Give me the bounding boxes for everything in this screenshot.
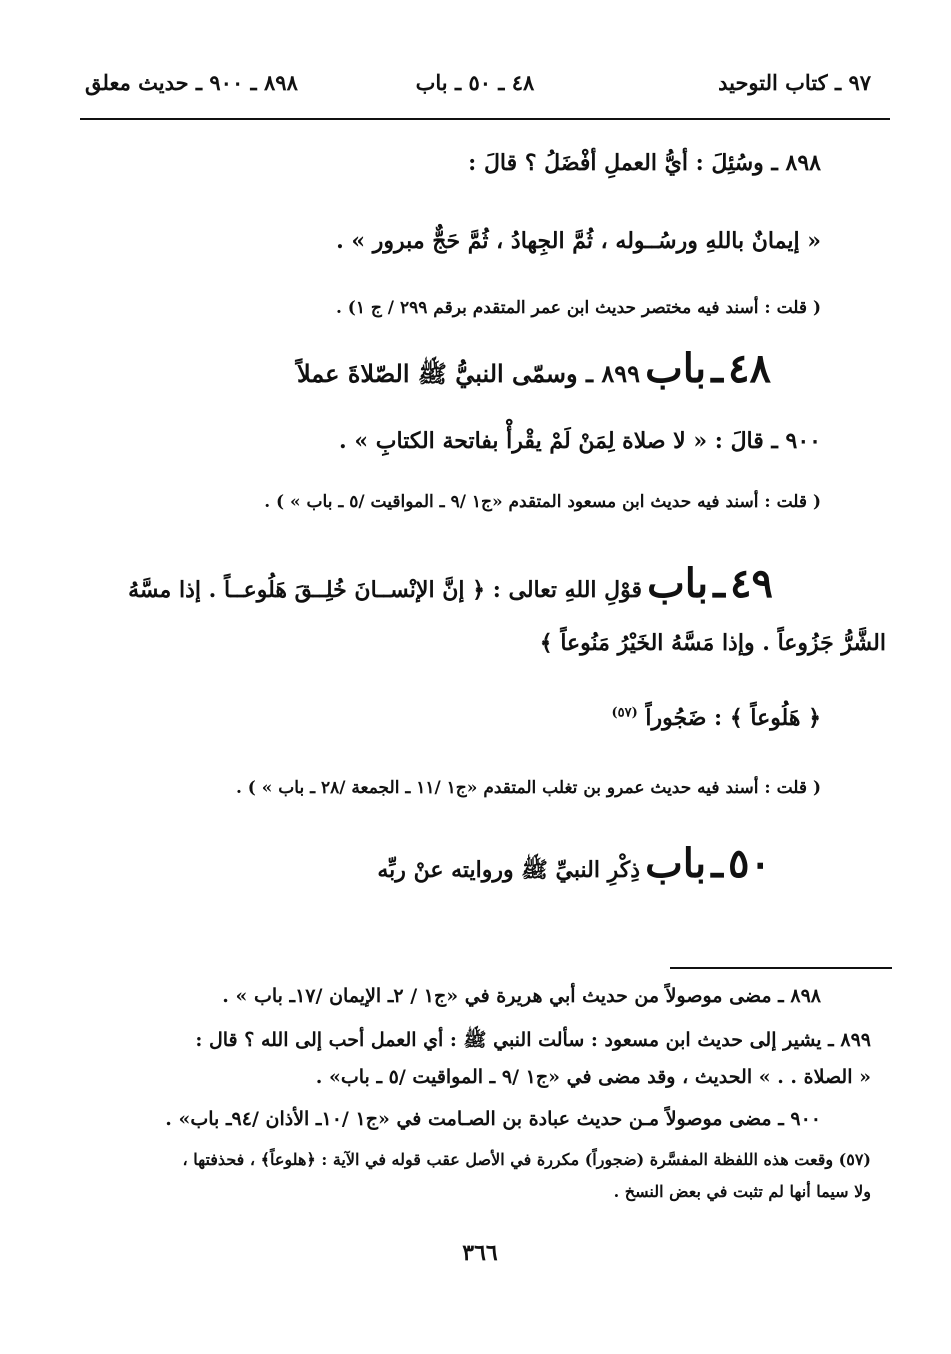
halua-footnote-ref: (٥٧) bbox=[611, 705, 638, 721]
footnote-898: ٨٩٨ ـ مضى موصولاً من حديث أبي هريرة في «ج١ / ٢ـ الإيمان /١٧ـ باب » . bbox=[222, 985, 821, 1007]
footnote-899-line2: « الصلاة . . » الحديث ، وقد مضى في «ج١ /٩ ـ المواقيت /٥ ـ باب» . bbox=[315, 1066, 871, 1088]
bab-49-dash: ـ bbox=[713, 560, 725, 607]
bab-48-title: ٨٩٩ ـ وسمّى النبيُّ ﷺ الصّلاةَ عملاً bbox=[296, 359, 641, 388]
bab-48-word: باب bbox=[645, 345, 707, 392]
header-divider bbox=[80, 118, 890, 120]
page-number: ٣٦٦ bbox=[462, 1240, 498, 1266]
halua-gloss bbox=[611, 705, 821, 731]
hadith-898-question: ٨٩٨ ـ وسُئِلَ : أيُّ العملِ أفْضَلُ ؟ قالَ : bbox=[468, 150, 821, 176]
header-chapter-range: ٤٨ ـ ٥٠ ـ باب bbox=[415, 70, 535, 95]
hadith-898-answer: « إيمانٌ باللهِ ورسُــوله ، ثُمَّ الجِهادُ ، ثُمَّ حَجٌّ مبرور » . bbox=[336, 228, 821, 254]
bab-49-number: ٤٩ bbox=[730, 560, 773, 607]
bab-50-dash: ـ bbox=[711, 840, 723, 887]
bab-48-dash: ـ bbox=[711, 345, 723, 392]
footnote-899-line1: ٨٩٩ ـ يشير إلى حديث ابن مسعود : سألت النبي ﷺ : أي العمل أحب إلى الله ؟ قال : bbox=[195, 1029, 871, 1051]
note-bab-49: ( قلت : أسند فيه حديث عمرو بن تغلب المتقدم «ج١ /١١ ـ الجمعة /٢٨ ـ باب » ) . bbox=[235, 778, 821, 798]
bab-49-heading bbox=[128, 560, 773, 607]
bab-49-word: باب bbox=[647, 560, 709, 607]
footnote-divider bbox=[670, 967, 892, 969]
footnote-57-line2: ولا سيما أنها لم تثبت في بعض النسخ . bbox=[613, 1182, 871, 1201]
bab-50-word: باب bbox=[645, 840, 707, 887]
bab-49-title-line2: الشَّرُّ جَزُوعاً . وإذا مَسَّهُ الخَيْرُ مَنُوعاً ﴾ bbox=[539, 630, 886, 656]
footnote-900: ٩٠٠ ـ مضى موصولاً مـن حديث عبادة بن الصـامت في «ج١ /١٠ـ الأذان /٩٤ـ باب» . bbox=[165, 1108, 821, 1130]
header-book-title: ٩٧ ـ كتاب التوحيد bbox=[718, 70, 871, 95]
bab-50-heading bbox=[377, 840, 771, 888]
bab-49-title-line1: قوْلِ اللهِ تعالى : ﴿ إنَّ الإنْســانَ خُلِــقَ هَلُوعــاً . إذا مسَّهُ bbox=[128, 577, 643, 603]
note-900: ( قلت : أسند فيه حديث ابن مسعود المتقدم «ج١ /٩ ـ المواقيت /٥ ـ باب » ) . bbox=[264, 492, 821, 512]
header-hadith-range: ٨٩٨ ـ ٩٠٠ ـ حديث معلق bbox=[85, 70, 298, 95]
note-898: ( قلت : أسند فيه مختصر حديث ابن عمر المتقدم برقم ٢٩٩ / ج ١) . bbox=[335, 298, 821, 318]
halua-gloss-text: ﴿ هَلُوعاً ﴾ : ضَجُوراً bbox=[645, 705, 821, 731]
footnote-57-line1: (٥٧) وقعت هذه اللفظة المفسَّرة (ضجوراً) مكررة في الأصل عقب قوله في الآية : ﴿هلوعاً﴾ ، فحذفتها ، bbox=[182, 1150, 871, 1169]
hadith-900: ٩٠٠ ـ قالَ : « لا صلاة لِمَنْ لَمْ يقْرأْ بفاتحة الكتابِ » . bbox=[339, 428, 821, 454]
bab-50-title: ذِكْرِ النبيِّ ﷺ وروايته عنْ ربِّه bbox=[377, 857, 641, 883]
bab-48-heading bbox=[297, 345, 771, 394]
bab-48-number: ٤٨ bbox=[728, 345, 771, 392]
bab-50-number: ٥٠ bbox=[728, 840, 771, 887]
